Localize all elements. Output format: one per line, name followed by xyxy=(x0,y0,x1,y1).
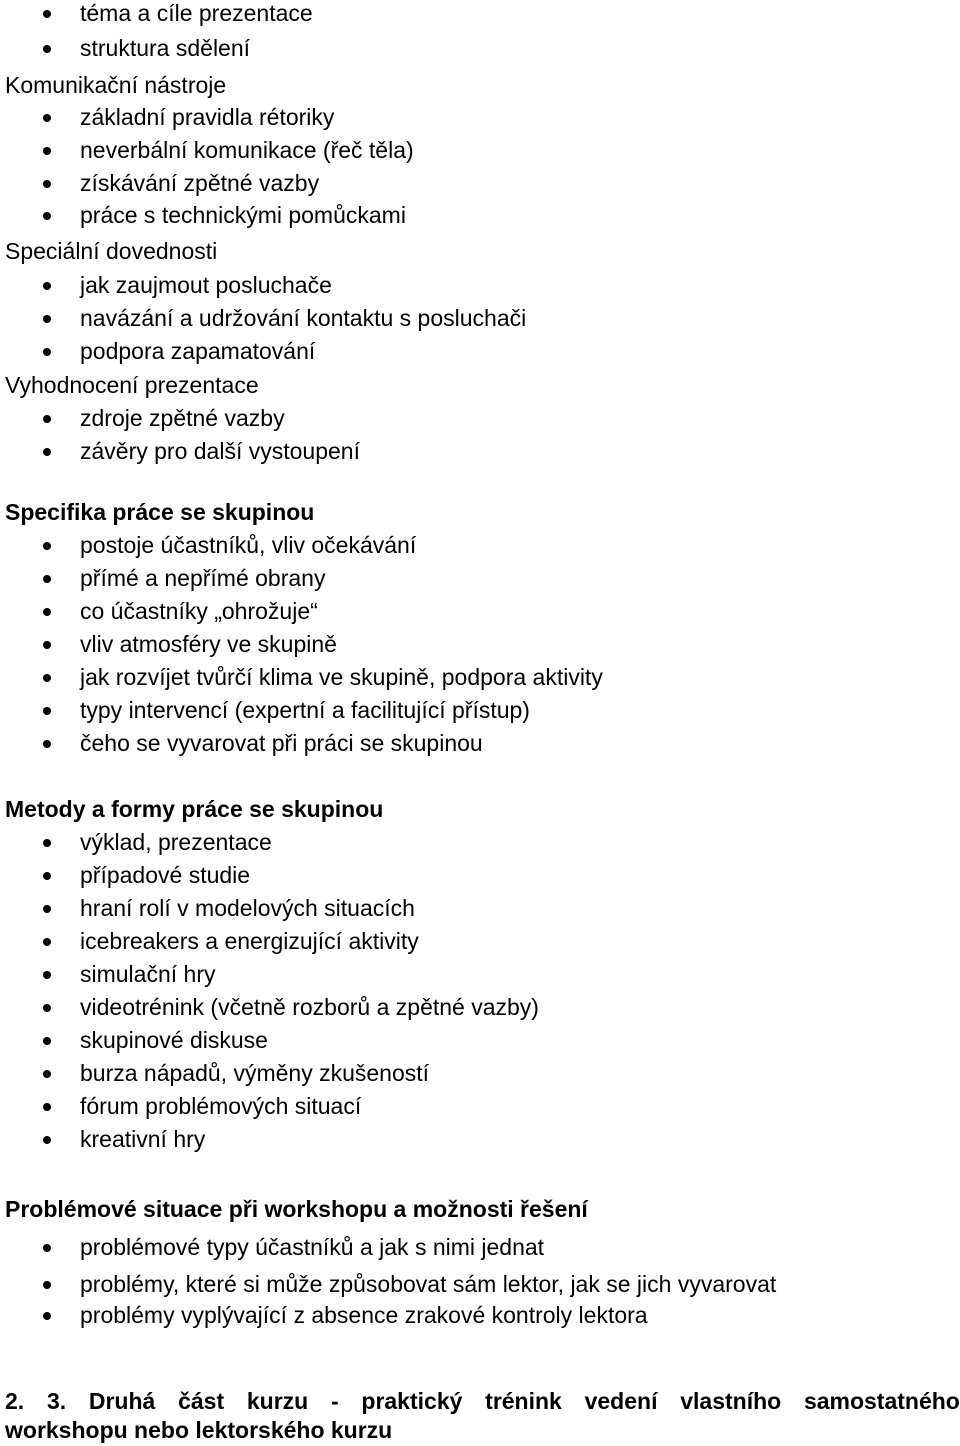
bullet-icon xyxy=(43,1070,51,1078)
heading-word: vedení xyxy=(584,1388,658,1414)
bullet-icon xyxy=(43,1281,51,1289)
bullet-icon xyxy=(43,542,51,550)
bullet-icon xyxy=(43,641,51,649)
bullet-icon xyxy=(43,740,51,748)
bullet-icon xyxy=(43,147,51,155)
final-heading-line-1 xyxy=(5,1388,960,1414)
heading-word: praktický xyxy=(361,1388,463,1414)
section-heading: Problémové situace při workshopu a možnosti řešení xyxy=(5,1196,588,1222)
bullet-icon xyxy=(43,45,51,53)
bullet-icon xyxy=(43,608,51,616)
bullet-icon xyxy=(43,10,51,18)
heading-word: Druhá xyxy=(88,1388,156,1414)
section-heading: Komunikační nástroje xyxy=(5,72,227,98)
bullet-icon xyxy=(43,707,51,715)
bullet-icon xyxy=(43,415,51,423)
bullet-icon xyxy=(43,1244,51,1252)
heading-word: samostatného xyxy=(803,1388,960,1414)
bullet-icon xyxy=(43,1103,51,1111)
section-heading: Metody a formy práce se skupinou xyxy=(5,796,384,822)
bullet-icon xyxy=(43,839,51,847)
heading-word: 2. xyxy=(5,1388,25,1414)
bullet-icon xyxy=(43,1312,51,1320)
bullet-icon xyxy=(43,348,51,356)
bullet-icon xyxy=(43,448,51,456)
bullet-icon xyxy=(43,1004,51,1012)
section-heading: Specifika práce se skupinou xyxy=(5,499,315,525)
heading-word: - xyxy=(330,1388,339,1414)
final-heading-line-2: workshopu nebo lektorského kurzu xyxy=(5,1417,393,1443)
bullet-icon xyxy=(43,938,51,946)
bullet-icon xyxy=(43,872,51,880)
bullet-icon xyxy=(43,282,51,290)
bullet-icon xyxy=(43,114,51,122)
bullet-icon xyxy=(43,1136,51,1144)
bullet-icon xyxy=(43,212,51,220)
bullet-icon xyxy=(43,674,51,682)
heading-word: 3. xyxy=(46,1388,67,1414)
bullet-icon xyxy=(43,905,51,913)
heading-word: kurzu xyxy=(246,1388,309,1414)
bullet-icon xyxy=(43,180,51,188)
bullet-icon xyxy=(43,971,51,979)
heading-word: trénink xyxy=(485,1388,562,1414)
heading-word: vlastního xyxy=(680,1388,782,1414)
section-heading: Speciální dovednosti xyxy=(5,238,218,264)
heading-word: část xyxy=(178,1388,225,1414)
bullet-icon xyxy=(43,1037,51,1045)
bullet-icon xyxy=(43,315,51,323)
bullet-icon xyxy=(43,575,51,583)
section-heading: Vyhodnocení prezentace xyxy=(5,372,259,398)
